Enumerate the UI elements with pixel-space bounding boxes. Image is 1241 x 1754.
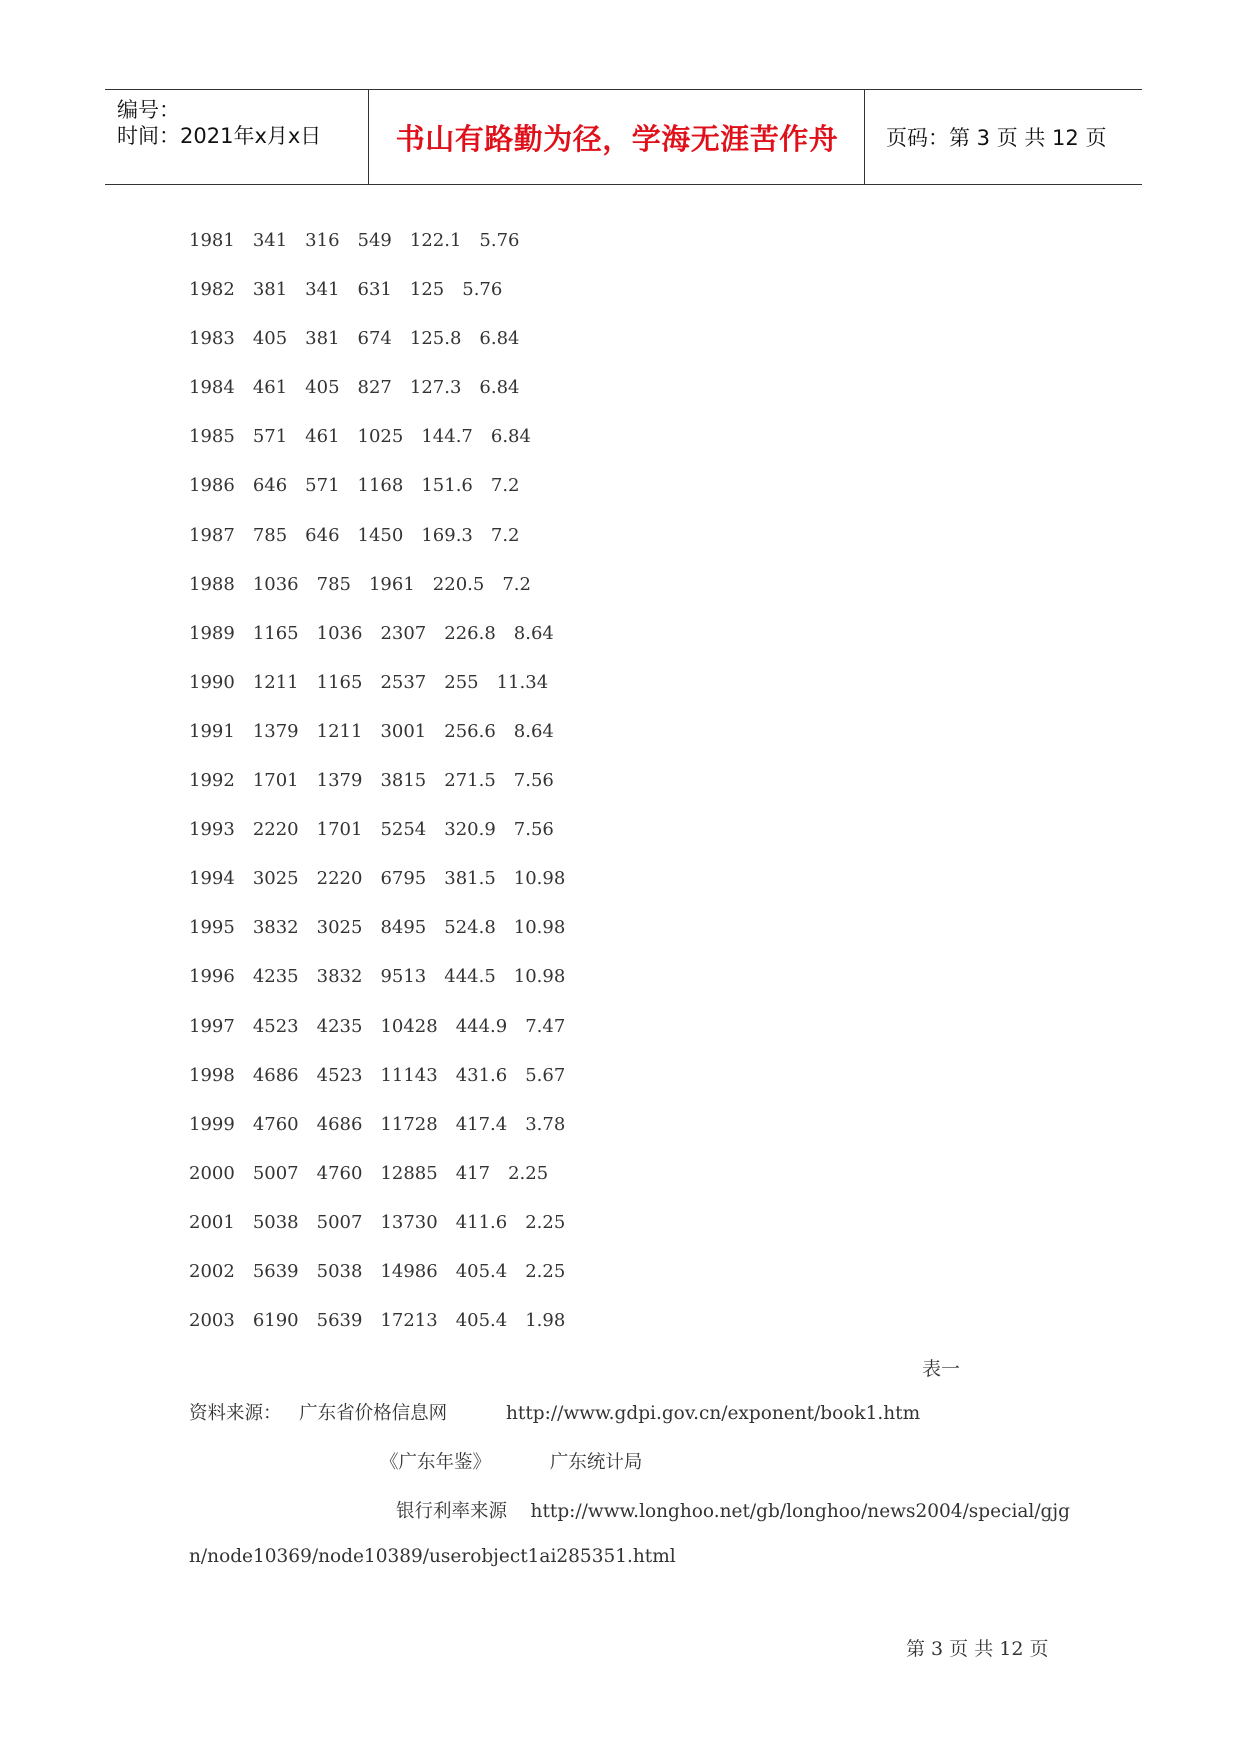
table-cell: 444.9 xyxy=(455,1015,508,1037)
table-cell: 10.98 xyxy=(513,917,566,939)
table-row xyxy=(189,520,583,569)
table-cell: 1.98 xyxy=(525,1310,566,1332)
table-cell: 2.25 xyxy=(525,1260,566,1282)
table-cell: 4686 xyxy=(252,1064,299,1086)
table-row xyxy=(189,470,583,519)
bank-rate-url[interactable]: http://www.longhoo.net/gb/longhoo/news2004/special/gjg xyxy=(530,1501,1070,1522)
table-cell: 1998 xyxy=(189,1064,235,1086)
table-cell: 11143 xyxy=(380,1064,438,1086)
table-cell: 417.4 xyxy=(455,1113,508,1135)
table-row xyxy=(189,863,583,912)
table-cell: 1984 xyxy=(189,377,235,399)
table-cell: 1701 xyxy=(252,770,299,792)
table-cell: 411.6 xyxy=(455,1211,508,1233)
table-cell: 1211 xyxy=(252,671,299,693)
table-cell: 144.7 xyxy=(421,426,473,448)
table-cell: 1995 xyxy=(189,917,235,939)
table-cell: 1989 xyxy=(189,622,235,644)
table-row xyxy=(189,716,583,765)
table-cell: 14986 xyxy=(380,1260,438,1282)
table-cell: 1036 xyxy=(252,573,299,595)
stats-bureau-name: 广东统计局 xyxy=(549,1452,643,1473)
table-cell: 7.2 xyxy=(502,573,531,595)
table-cell: 3815 xyxy=(380,770,427,792)
table-cell: 17213 xyxy=(380,1310,438,1332)
price-site-name: 广东省价格信息网 xyxy=(299,1403,448,1424)
table-cell: 10428 xyxy=(380,1015,438,1037)
table-cell: 9513 xyxy=(380,966,427,988)
table-cell: 255 xyxy=(444,671,479,693)
table-cell: 7.56 xyxy=(513,819,554,841)
table-cell: 4686 xyxy=(316,1113,363,1135)
table-cell: 6.84 xyxy=(490,426,531,448)
table-cell: 271.5 xyxy=(444,770,496,792)
source-line-1 xyxy=(189,1399,920,1425)
table-cell: 524.8 xyxy=(444,917,496,939)
table-cell: 7.2 xyxy=(490,524,520,546)
table-cell: 8.64 xyxy=(513,720,554,742)
table-cell: 4235 xyxy=(252,966,299,988)
table-cell: 13730 xyxy=(380,1211,438,1233)
table-cell: 1701 xyxy=(316,819,363,841)
table-cell: 1993 xyxy=(189,819,235,841)
table-cell: 1992 xyxy=(189,770,235,792)
table-cell: 1981 xyxy=(189,230,235,251)
table-cell: 316 xyxy=(305,230,340,251)
table-cell: 11728 xyxy=(380,1113,438,1135)
table-cell: 1982 xyxy=(189,279,235,301)
table-cell: 125.8 xyxy=(409,328,462,350)
table-cell: 2220 xyxy=(252,819,299,841)
header-motto: 书山有路勤为径，学海无涯苦作舟 xyxy=(370,90,865,184)
table-cell: 5007 xyxy=(316,1211,363,1233)
table-cell: 1999 xyxy=(189,1113,235,1135)
table-cell: 4760 xyxy=(316,1162,363,1184)
table-cell: 4760 xyxy=(252,1113,299,1135)
table-cell: 571 xyxy=(305,475,340,497)
table-cell: 6190 xyxy=(252,1310,299,1332)
table-cell: 3.78 xyxy=(525,1113,566,1135)
table-cell: 320.9 xyxy=(444,819,496,841)
table-cell: 4523 xyxy=(316,1064,363,1086)
page-header xyxy=(105,89,1142,185)
table-row xyxy=(189,1207,583,1256)
table-cell: 6795 xyxy=(380,868,427,890)
table-row xyxy=(189,1256,583,1305)
bank-rate-url-continued[interactable]: n/node10369/node10389/userobject1ai285351.html xyxy=(189,1546,676,1567)
table-cell: 405 xyxy=(305,377,340,399)
bank-rate-label: 银行利率来源 xyxy=(396,1501,508,1522)
table-cell: 5639 xyxy=(316,1310,363,1332)
table-cell: 571 xyxy=(252,426,288,448)
table-cell: 2000 xyxy=(189,1162,235,1184)
table-cell: 5038 xyxy=(316,1260,363,1282)
table-cell: 785 xyxy=(252,524,288,546)
table-caption: 表一 xyxy=(922,1358,961,1380)
table-cell: 5.76 xyxy=(462,279,503,301)
table-cell: 6.84 xyxy=(479,328,520,350)
table-cell: 1450 xyxy=(357,524,404,546)
table-cell: 7.47 xyxy=(525,1015,566,1037)
table-cell: 1211 xyxy=(316,720,363,742)
table-cell: 341 xyxy=(252,230,288,251)
table-row xyxy=(189,667,583,716)
table-row xyxy=(189,225,583,274)
source-line-4 xyxy=(189,1546,676,1567)
table-cell: 256.6 xyxy=(444,720,496,742)
table-cell: 1997 xyxy=(189,1015,235,1037)
table-cell: 1986 xyxy=(189,475,235,497)
table-row xyxy=(189,1060,583,1109)
table-cell: 5007 xyxy=(252,1162,299,1184)
table-cell: 1983 xyxy=(189,328,235,350)
table-cell: 2.25 xyxy=(525,1211,566,1233)
source-line-2 xyxy=(380,1448,642,1474)
serial-number-label: 编号： xyxy=(117,98,180,122)
table-cell: 1165 xyxy=(252,622,299,644)
table-cell: 431.6 xyxy=(455,1064,508,1086)
table-cell: 5.76 xyxy=(479,230,520,251)
table-row xyxy=(189,274,583,323)
table-cell: 405 xyxy=(252,328,288,350)
table-cell: 5639 xyxy=(252,1260,299,1282)
table-cell: 3001 xyxy=(380,720,427,742)
table-cell: 1961 xyxy=(368,573,415,595)
table-row xyxy=(189,618,583,667)
table-cell: 151.6 xyxy=(421,475,473,497)
table-cell: 631 xyxy=(357,279,392,301)
table-row xyxy=(189,569,583,618)
table-cell: 12885 xyxy=(380,1162,438,1184)
table-cell: 125 xyxy=(409,279,445,301)
table-cell: 381 xyxy=(305,328,340,350)
table-cell: 5.67 xyxy=(525,1064,566,1086)
table-cell: 381 xyxy=(252,279,288,301)
table-cell: 4235 xyxy=(316,1015,363,1037)
table-cell: 11.34 xyxy=(496,671,549,693)
table-cell: 127.3 xyxy=(409,377,462,399)
table-cell: 2002 xyxy=(189,1260,235,1282)
table-row xyxy=(189,372,583,421)
table-cell: 226.8 xyxy=(444,622,496,644)
table-row xyxy=(189,1011,583,1060)
table-row xyxy=(189,1109,583,1158)
table-cell: 5254 xyxy=(380,819,427,841)
table-row xyxy=(189,323,583,372)
table-row xyxy=(189,1305,583,1354)
table-cell: 122.1 xyxy=(409,230,462,251)
table-cell: 3025 xyxy=(316,917,363,939)
table-cell: 7.56 xyxy=(513,770,554,792)
table-cell: 3832 xyxy=(252,917,299,939)
yearbook-name: 《广东年鉴》 xyxy=(380,1452,492,1473)
table-cell: 381.5 xyxy=(444,868,496,890)
table-cell: 2307 xyxy=(380,622,427,644)
table-cell: 1379 xyxy=(252,720,299,742)
table-row xyxy=(189,1158,583,1207)
table-cell: 646 xyxy=(305,524,340,546)
table-cell: 6.84 xyxy=(479,377,520,399)
table-cell: 3025 xyxy=(252,868,299,890)
table-cell: 1996 xyxy=(189,966,235,988)
table-cell: 1985 xyxy=(189,426,235,448)
date-label: 时间：2021年x月x日 xyxy=(117,124,322,148)
table-row xyxy=(189,765,583,814)
table-cell: 2537 xyxy=(380,671,427,693)
table-cell: 405.4 xyxy=(455,1310,508,1332)
table-row xyxy=(189,912,583,961)
table-cell: 7.2 xyxy=(490,475,520,497)
table-cell: 417 xyxy=(455,1162,491,1184)
table-cell: 8495 xyxy=(380,917,427,939)
table-cell: 220.5 xyxy=(432,573,485,595)
table-cell: 549 xyxy=(357,230,392,251)
table-cell: 1025 xyxy=(357,426,404,448)
table-cell: 785 xyxy=(316,573,351,595)
table-cell: 1165 xyxy=(316,671,363,693)
table-row xyxy=(189,961,583,1010)
table-cell: 5038 xyxy=(252,1211,299,1233)
table-cell: 8.64 xyxy=(513,622,554,644)
table-cell: 2003 xyxy=(189,1310,235,1332)
table-cell: 461 xyxy=(305,426,340,448)
table-cell: 1036 xyxy=(316,622,363,644)
table-cell: 1379 xyxy=(316,770,363,792)
table-cell: 2220 xyxy=(316,868,363,890)
source-label: 资料来源： xyxy=(189,1403,282,1424)
table-cell: 169.3 xyxy=(421,524,473,546)
table-cell: 405.4 xyxy=(455,1260,508,1282)
table-cell: 10.98 xyxy=(513,966,566,988)
table-cell: 1991 xyxy=(189,720,235,742)
table-cell: 461 xyxy=(252,377,288,399)
table-cell: 1987 xyxy=(189,524,235,546)
table-cell: 827 xyxy=(357,377,392,399)
table-cell: 3832 xyxy=(316,966,363,988)
table-cell: 1988 xyxy=(189,573,235,595)
table-cell: 1994 xyxy=(189,868,235,890)
table-cell: 341 xyxy=(305,279,340,301)
page-footer: 第 3 页 共 12 页 xyxy=(906,1638,1049,1660)
header-info-cell xyxy=(105,90,369,184)
header-page-number: 页码：第 3 页 共 12 页 xyxy=(886,126,1107,150)
source-line-3 xyxy=(396,1497,1070,1523)
table-cell: 674 xyxy=(357,328,392,350)
table-cell: 2.25 xyxy=(508,1162,549,1184)
data-table xyxy=(189,225,583,1354)
table-cell: 2001 xyxy=(189,1211,235,1233)
table-cell: 1990 xyxy=(189,671,235,693)
table-cell: 646 xyxy=(252,475,288,497)
table-row xyxy=(189,421,583,470)
table-row xyxy=(189,814,583,863)
table-cell: 4523 xyxy=(252,1015,299,1037)
table-cell: 10.98 xyxy=(513,868,566,890)
price-site-url[interactable]: http://www.gdpi.gov.cn/exponent/book1.htm xyxy=(506,1403,921,1424)
table-cell: 1168 xyxy=(357,475,404,497)
table-cell: 444.5 xyxy=(444,966,496,988)
